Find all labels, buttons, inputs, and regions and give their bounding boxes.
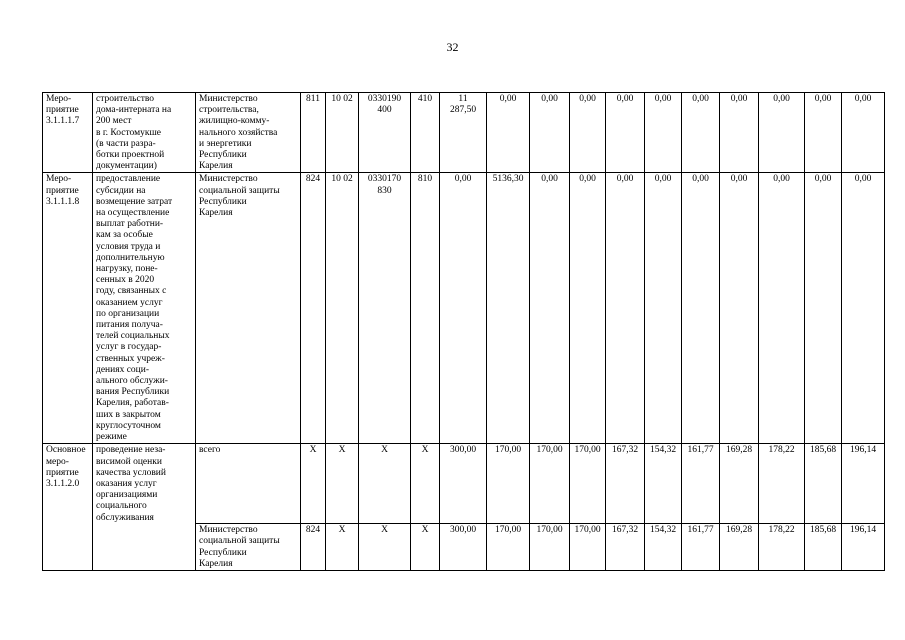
- rzpr-cell: X: [326, 524, 359, 571]
- value-cell: 0,00: [440, 173, 487, 444]
- value-cell: 185,68: [805, 444, 842, 524]
- row-description: строительство дома-интерната на 200 мест в г. Костомукше (в части разра- ботки проектной документации): [93, 93, 196, 173]
- value-cell: 0,00: [720, 173, 759, 444]
- table-row: [43, 524, 885, 571]
- value-cell: 0,00: [570, 93, 606, 173]
- value-cell: 154,32: [645, 444, 682, 524]
- grbs-cell: 811: [301, 93, 326, 173]
- value-cell: 0,00: [759, 173, 805, 444]
- value-cell: 5136,30: [487, 173, 530, 444]
- row-executor: Министерство социальной защиты Республики Карелия: [196, 524, 301, 571]
- row-executor: всего: [196, 444, 301, 524]
- value-cell: 0,00: [682, 93, 720, 173]
- csr-cell: X: [359, 444, 411, 524]
- value-cell: 0,00: [842, 93, 885, 173]
- row-label: Меро- приятие 3.1.1.1.7: [43, 93, 93, 173]
- value-cell: 178,22: [759, 524, 805, 571]
- vr-cell: X: [411, 524, 440, 571]
- value-cell: 0,00: [805, 93, 842, 173]
- value-cell: 167,32: [606, 444, 645, 524]
- value-cell: 196,14: [842, 524, 885, 571]
- csr-cell: X: [359, 524, 411, 571]
- value-cell: 0,00: [720, 93, 759, 173]
- value-cell: 170,00: [530, 524, 570, 571]
- table-row: [43, 444, 885, 524]
- value-cell: 0,00: [645, 93, 682, 173]
- value-cell: 0,00: [759, 93, 805, 173]
- value-cell: 0,00: [530, 173, 570, 444]
- value-cell: 169,28: [720, 444, 759, 524]
- value-cell: 0,00: [606, 93, 645, 173]
- value-cell: 300,00: [440, 524, 487, 571]
- rzpr-cell: 10 02: [326, 173, 359, 444]
- value-cell: 170,00: [487, 524, 530, 571]
- budget-table: [42, 92, 885, 571]
- value-cell: 0,00: [606, 173, 645, 444]
- rzpr-cell: X: [326, 444, 359, 524]
- row-executor: Министерство строительства, жилищно-комму- нального хозяйства и энергетики Республики Карелия: [196, 93, 301, 173]
- value-cell: 0,00: [570, 173, 606, 444]
- value-cell: 169,28: [720, 524, 759, 571]
- value-cell: 196,14: [842, 444, 885, 524]
- value-cell: 167,32: [606, 524, 645, 571]
- value-cell: 170,00: [570, 444, 606, 524]
- value-cell: 0,00: [805, 173, 842, 444]
- value-cell: 11 287,50: [440, 93, 487, 173]
- csr-cell: 0330190 400: [359, 93, 411, 173]
- rzpr-cell: 10 02: [326, 93, 359, 173]
- value-cell: 170,00: [570, 524, 606, 571]
- table-row: [43, 173, 885, 444]
- value-cell: 178,22: [759, 444, 805, 524]
- group-label-continuation: [43, 524, 93, 571]
- value-cell: 0,00: [645, 173, 682, 444]
- grbs-cell: 824: [301, 524, 326, 571]
- value-cell: 300,00: [440, 444, 487, 524]
- value-cell: 0,00: [682, 173, 720, 444]
- grbs-cell: 824: [301, 173, 326, 444]
- page-number: 32: [446, 40, 459, 54]
- value-cell: 185,68: [805, 524, 842, 571]
- value-cell: 154,32: [645, 524, 682, 571]
- row-label: Меро- приятие 3.1.1.1.8: [43, 173, 93, 444]
- row-executor: Министерство социальной защиты Республики Карелия: [196, 173, 301, 444]
- group-label: Основное меро- приятие 3.1.1.2.0: [43, 444, 93, 524]
- row-description: предоставление субсидии на возмещение затрат на осуществление выплат работни- кам за особые условия труда и дополнительную нагрузку, поне- сенных в 2020 году, связанных с оказанием услуг по организации питания получа- телей социальных услуг в государ- ственных учреж- дениях соци- ального обслужи- вания Республики Карелия, работав- ших в закрытом круглосуточном режиме: [93, 173, 196, 444]
- vr-cell: X: [411, 444, 440, 524]
- value-cell: 161,77: [682, 444, 720, 524]
- vr-cell: 810: [411, 173, 440, 444]
- value-cell: 161,77: [682, 524, 720, 571]
- table-row: [43, 93, 885, 173]
- value-cell: 0,00: [530, 93, 570, 173]
- value-cell: 170,00: [530, 444, 570, 524]
- group-description-continuation: [93, 524, 196, 571]
- vr-cell: 410: [411, 93, 440, 173]
- value-cell: 170,00: [487, 444, 530, 524]
- group-description: проведение неза- висимой оценки качества условий оказания услуг организациями социального обслуживания: [93, 444, 196, 524]
- value-cell: 0,00: [842, 173, 885, 444]
- grbs-cell: X: [301, 444, 326, 524]
- value-cell: 0,00: [487, 93, 530, 173]
- csr-cell: 0330170 830: [359, 173, 411, 444]
